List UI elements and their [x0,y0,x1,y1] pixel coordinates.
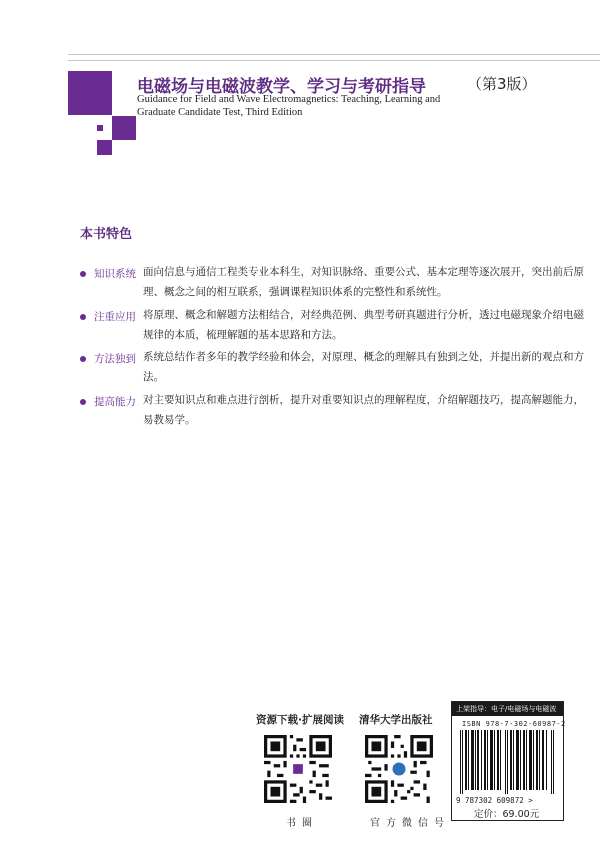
feature-label: 方法独到 [94,353,136,365]
feature-description: 系统总结作者多年的教学经验和体会，对原理、概念的理解具有独到之处，并提出新的观点和方法。 [143,351,584,383]
barcode-digits: 9 787302 609872 > [456,796,533,805]
feature-description: 面向信息与通信工程类专业本科生，对知识脉络、重要公式、基本定理等逐次展开，突出前后原理、概念之间的相互联系，强调课程知识体系的完整性和系统性。 [143,266,584,298]
header-rule-bottom [68,60,600,61]
bullet-icon [80,356,86,362]
bullet-icon [80,399,86,405]
bullet-icon [80,271,86,277]
feature-description: 对主要知识点和难点进行剖析，提升对重要知识点的理解程度，介绍解题技巧，提高解题能力，易教易学。 [143,394,584,426]
header-rule-top [68,54,600,55]
qr-caption-publisher: 清华大学出版社 [359,714,433,726]
feature-label: 知识系统 [94,268,136,280]
bullet-icon [80,314,86,320]
barcode-icon [458,730,558,794]
qr-caption-resources: 资源下载·扩展阅读 [256,714,344,726]
feature-label: 提高能力 [94,396,136,408]
barcode-box [451,701,564,821]
book-title-english: Guidance for Field and Wave Electromagnetics: Teaching, Learning and Graduate Candidate Test, Third Edition [137,94,441,118]
feature-description: 将原理、概念和解题方法相结合，对经典范例、典型考研真题进行分析，透过电磁现象介绍电磁规律的本质，梳理解题的基本思路和方法。 [143,309,584,341]
book-title-chinese: 电磁场与电磁波教学、学习与考研指导 [137,77,426,97]
features-heading: 本书特色 [80,227,133,242]
book-edition: （第3版） [467,75,537,93]
qr-label-publisher: 官方微信号 [370,818,450,829]
price: 定价：69.00元 [474,809,540,820]
shelf-guide: 上架指导：电子/电磁场与电磁波 [452,702,563,716]
qr-code-resources[interactable] [264,735,332,803]
feature-label: 注重应用 [94,311,136,323]
qr-code-publisher[interactable] [365,735,433,803]
isbn-text: ISBN 978-7-302-60987-2 [462,720,566,728]
qr-label-resources: 书圈 [286,818,318,829]
